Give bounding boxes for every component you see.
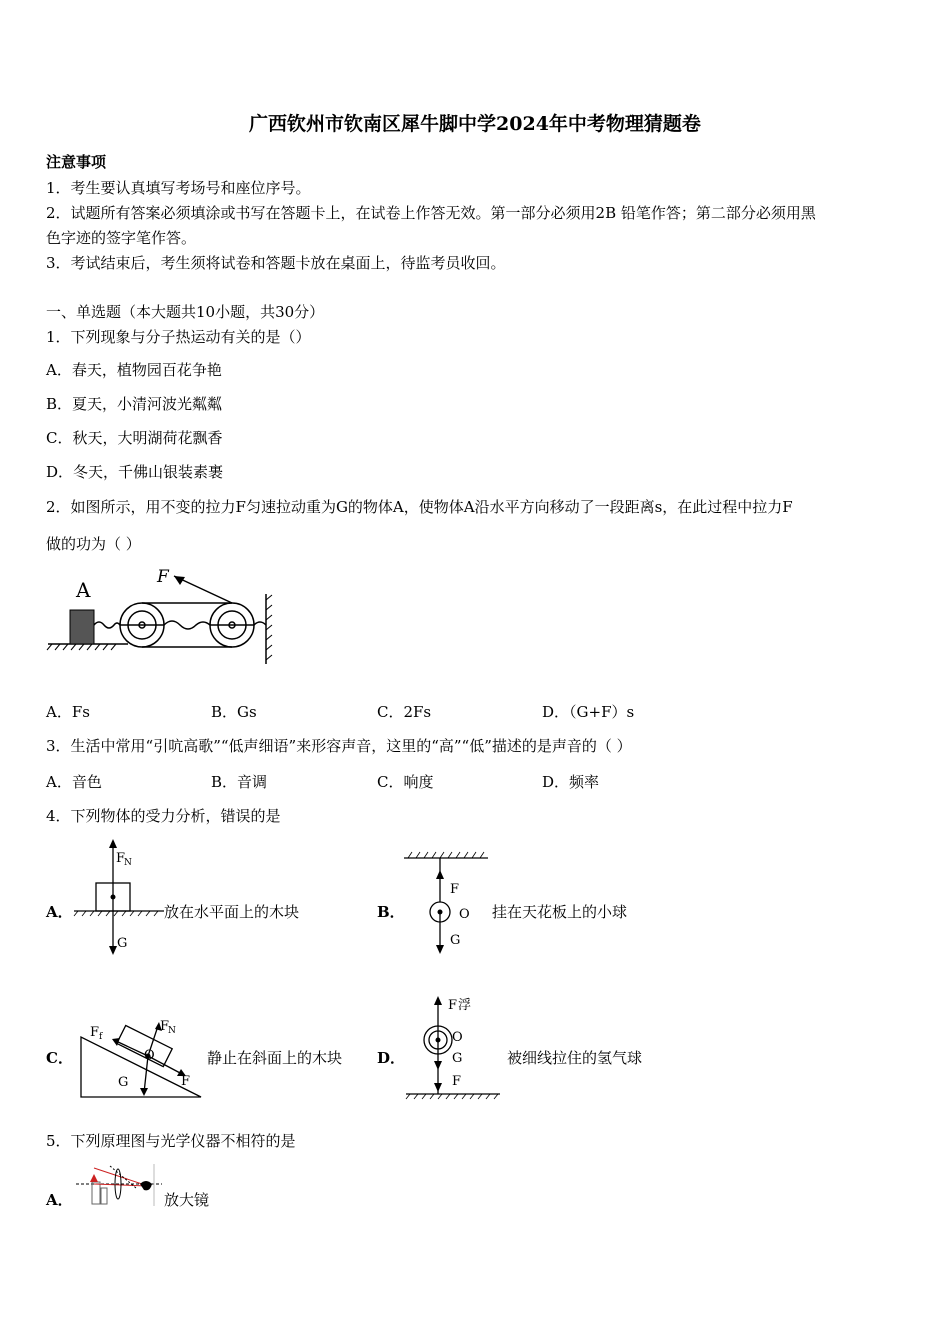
- q4b-label-o: O: [459, 907, 470, 922]
- q2-block-label: A: [76, 578, 91, 602]
- q4c-label-f1: F: [90, 1025, 100, 1040]
- q1-stem: 1．下列现象与分子热运动有关的是（）: [46, 328, 311, 346]
- notice-item-3: 3．考试结束后，考生须将试卷和答题卡放在桌面上，待监考员收回。: [46, 254, 506, 272]
- q1-option-c: C．秋天，大明湖荷花飘香: [46, 429, 223, 447]
- q4c-label-f2: F: [160, 1019, 170, 1034]
- q5-magnifier-figure: [74, 1162, 164, 1210]
- notice-item-1: 1．考生要认真填写考场号和座位序号。: [46, 179, 311, 197]
- q2-pulley-figure: [44, 562, 284, 672]
- q4-option-d-letter: D．: [377, 1049, 406, 1067]
- q4-option-c-letter: C．: [46, 1049, 73, 1067]
- q4d-label-f2: F: [452, 1074, 462, 1089]
- q4a-label-f: F: [116, 851, 126, 866]
- notice-item-2: 2．试题所有答案必须填涂或书写在答题卡上，在试卷上作答无效。第一部分必须用2B 铅笔作答；第二部分必须用黑: [46, 204, 816, 222]
- q2-stem-line2: 做的功为（ ）: [46, 535, 141, 553]
- q5-option-a-caption: 放大镜: [164, 1191, 210, 1209]
- q4c-label-f3: F: [181, 1074, 191, 1089]
- q3-option-d: D．频率: [542, 773, 600, 791]
- q3-option-a: A．音色: [46, 773, 102, 791]
- q4-figure-b: [402, 850, 492, 960]
- q4c-label-o: O: [144, 1048, 155, 1063]
- q2-force-label: F: [157, 567, 169, 587]
- q4-figure-a: [72, 836, 167, 956]
- q1-option-a: A．春天，植物园百花争艳: [46, 361, 222, 379]
- q4-option-a-caption: 放在水平面上的木块: [164, 903, 300, 921]
- q4d-label-g: G: [452, 1051, 463, 1066]
- q3-option-b: B．音调: [211, 773, 268, 791]
- q3-option-c: C．响度: [377, 773, 434, 791]
- q4a-label-n: N: [124, 858, 132, 868]
- q4a-label-g: G: [117, 936, 128, 951]
- section-heading: 一、单选题（本大题共10小题，共30分）: [46, 303, 325, 321]
- q2-stem-line1: 2．如图所示，用不变的拉力F匀速拉动重为G的物体A，使物体A沿水平方向移动了一段距离s，在此过程中拉力F: [46, 498, 793, 516]
- q4-figure-d: [402, 992, 507, 1102]
- block-a: [70, 610, 94, 644]
- q5-stem: 5．下列原理图与光学仪器不相符的是: [46, 1132, 296, 1150]
- q5-option-a-letter: A．: [46, 1191, 73, 1209]
- q4-option-a-letter: A．: [46, 903, 73, 921]
- q2-option-a: A．Fs: [46, 703, 90, 721]
- q4c-label-g: G: [118, 1075, 129, 1090]
- q1-option-d: D．冬天，千佛山银装素裹: [46, 463, 224, 481]
- notice-item-2-cont: 色字迹的签字笔作答。: [46, 229, 197, 247]
- q4-option-d-caption: 被细线拉住的氢气球: [507, 1049, 643, 1067]
- q4d-label-fu: 浮: [458, 998, 472, 1013]
- q4c-label-n-sub: N: [168, 1026, 176, 1036]
- q4c-label-f-sub: f: [99, 1032, 103, 1042]
- q4-stem: 4．下列物体的受力分析，错误的是: [46, 807, 281, 825]
- q2-option-c: C．2Fs: [377, 703, 432, 721]
- q1-option-b: B．夏天，小清河波光粼粼: [46, 395, 223, 413]
- q4-option-b-letter: B．: [377, 903, 405, 921]
- q2-option-d: D．（G+F）s: [542, 703, 635, 721]
- q3-stem: 3．生活中常用“引吭高歌”“低声细语”来形容声音，这里的“高”“低”描述的是声音的（ ）: [46, 737, 632, 755]
- q2-option-b: B．Gs: [211, 703, 257, 721]
- notice-heading: 注意事项: [46, 153, 107, 171]
- q4b-label-f: F: [450, 882, 460, 897]
- q4-figure-c: [78, 1014, 208, 1104]
- q4d-label-f1: F: [448, 998, 458, 1013]
- page-title: 广西钦州市钦南区犀牛脚中学2024年中考物理猜题卷: [249, 113, 701, 135]
- q4d-label-o: O: [452, 1030, 463, 1045]
- q4-option-b-caption: 挂在天花板上的小球: [492, 903, 628, 921]
- q4-option-c-caption: 静止在斜面上的木块: [207, 1049, 343, 1067]
- q4b-label-g: G: [450, 933, 461, 948]
